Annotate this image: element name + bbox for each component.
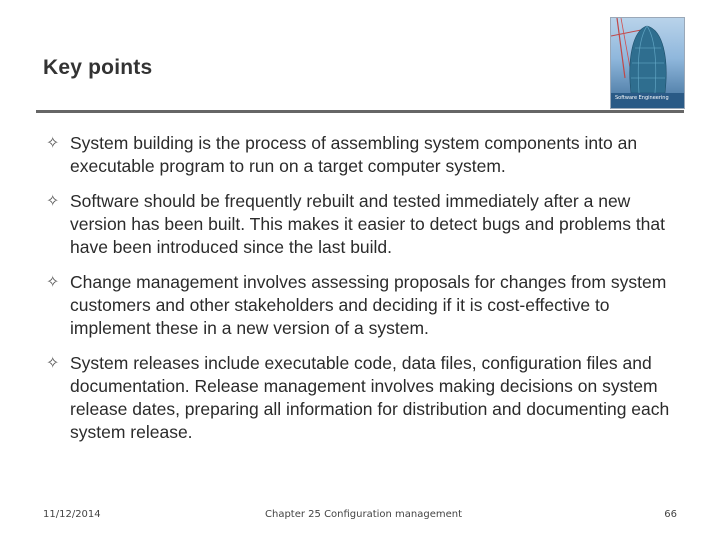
diamond-star-icon: ✧: [46, 274, 60, 291]
bullet-text: Change management involves assessing proposals for changes from system customers and other stakeholders and deciding if it is cost-effective to implement these in a new version of a system.: [70, 272, 667, 338]
list-item: [46, 352, 676, 444]
footer-chapter: Chapter 25 Configuration management: [265, 509, 463, 520]
list-item: [46, 271, 676, 340]
bullet-text: System releases include executable code, data files, configuration files and documentation. Release management involves making decisions on system release dates, preparing all information for distribution and documenting each system release.: [70, 353, 670, 442]
list-item: [46, 190, 676, 259]
book-cover-image: [610, 17, 685, 109]
title-divider: [36, 110, 684, 113]
key-points-list: [46, 132, 676, 456]
diamond-star-icon: ✧: [46, 355, 60, 372]
diamond-star-icon: ✧: [46, 135, 60, 152]
slide-title: Key points: [43, 56, 153, 79]
list-item: [46, 132, 676, 178]
footer-date: 11/12/2014: [43, 509, 101, 520]
cover-title: Software Engineering: [615, 95, 669, 101]
bullet-text: Software should be frequently rebuilt and tested immediately after a new version has been built. This makes it easier to detect bugs and problems that have been introduced since the last build.: [70, 191, 666, 257]
bullet-text: System building is the process of assembling system components into an executable program to run on a target computer system.: [70, 133, 638, 176]
page-number: 66: [664, 509, 677, 520]
diamond-star-icon: ✧: [46, 193, 60, 210]
